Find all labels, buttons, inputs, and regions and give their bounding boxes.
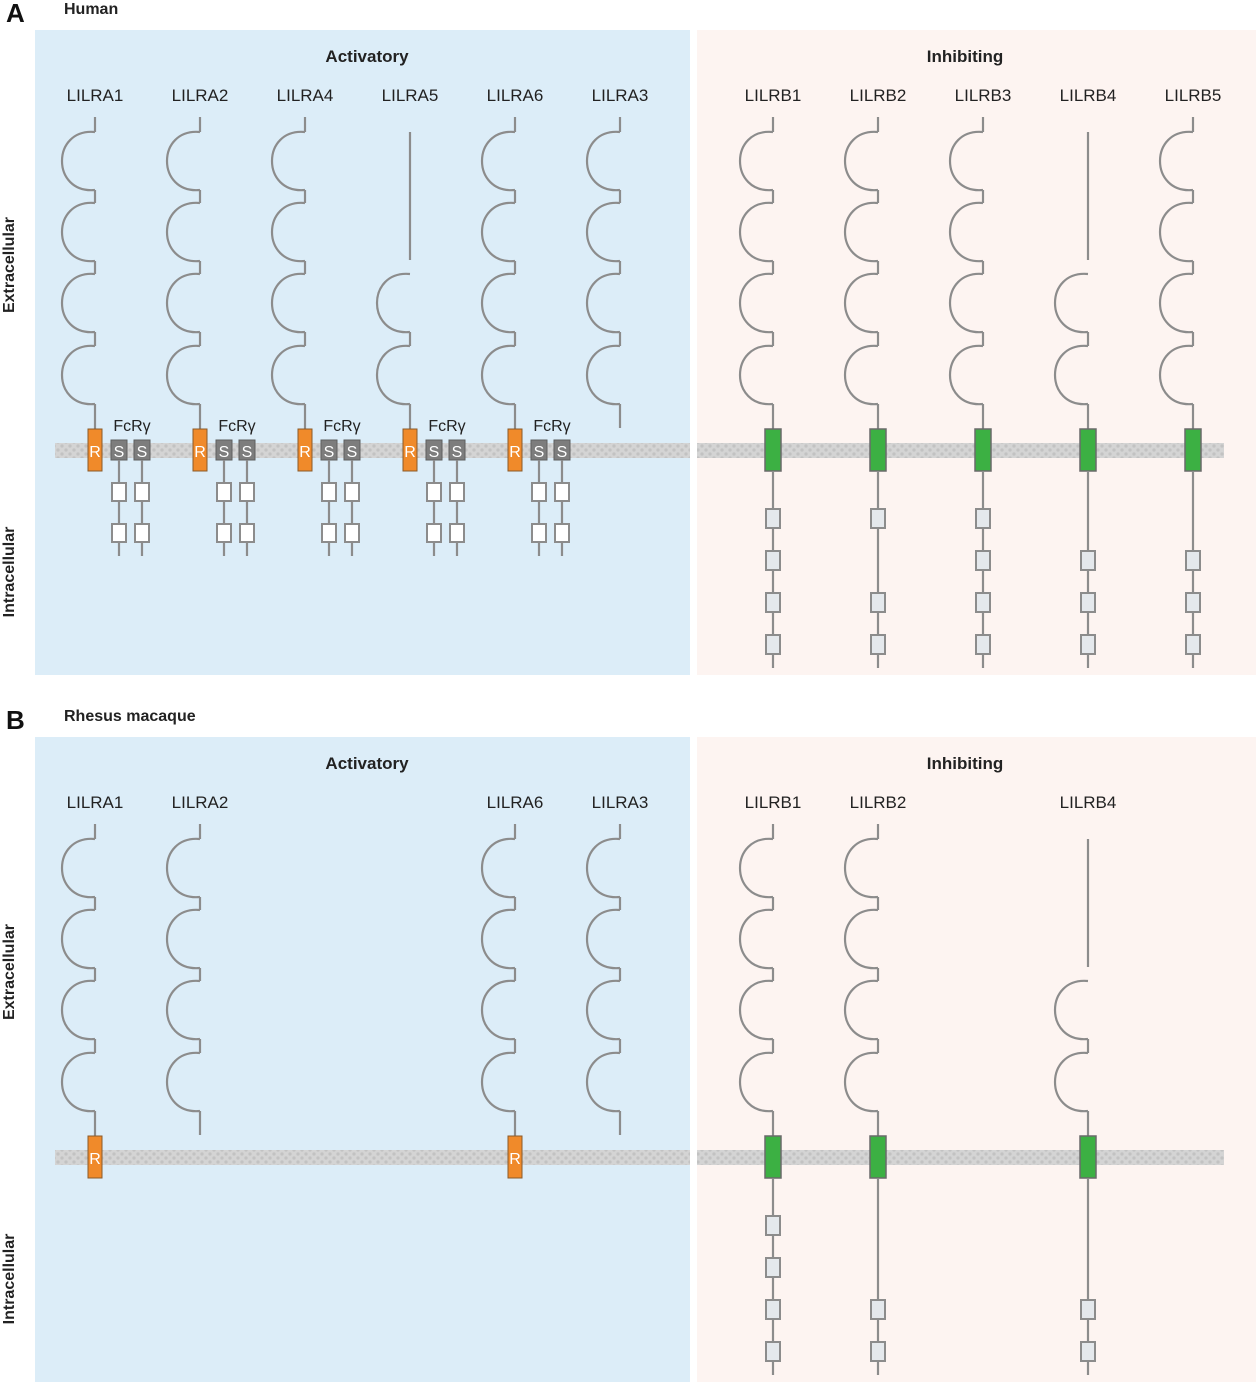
itam-motif-icon [112, 483, 126, 501]
panel-letter: A [6, 0, 25, 28]
tyrosine-motif-icon [871, 593, 885, 612]
transmembrane-box-icon [1080, 1136, 1096, 1178]
fcr-gamma-label: FcRγ [113, 418, 151, 435]
transmembrane-box-icon [1185, 429, 1201, 471]
receptor-name: LILRA2 [171, 86, 229, 105]
transmembrane-box-icon [870, 1136, 886, 1178]
fcr-gamma-label: FcRγ [428, 418, 466, 435]
receptor-name: LILRB1 [744, 86, 802, 105]
tyrosine-motif-icon [1081, 551, 1095, 570]
itam-motif-icon [135, 483, 149, 501]
activatory-heading: Activatory [325, 47, 409, 66]
r-residue-label: R [509, 1151, 521, 1168]
tyrosine-motif-icon [871, 1342, 885, 1361]
tyrosine-motif-icon [766, 551, 780, 570]
r-residue-label: R [299, 444, 311, 461]
s-residue-label: S [218, 444, 230, 461]
s-residue-label: S [451, 444, 463, 461]
itam-motif-icon [555, 524, 569, 542]
fcr-gamma-label: FcRγ [218, 418, 256, 435]
tyrosine-motif-icon [1081, 593, 1095, 612]
transmembrane-box-icon [975, 429, 991, 471]
tyrosine-motif-icon [766, 635, 780, 654]
panel-letter: B [6, 705, 25, 735]
s-residue-label: S [533, 444, 545, 461]
r-residue-label: R [89, 444, 101, 461]
tyrosine-motif-icon [1186, 551, 1200, 570]
s-residue-label: S [428, 444, 440, 461]
s-residue-label: S [241, 444, 253, 461]
species-label: Human [64, 1, 119, 18]
activatory-region [35, 30, 690, 675]
extracellular-label: Extracellular [1, 216, 18, 314]
tyrosine-motif-icon [766, 593, 780, 612]
receptor-name: LILRA3 [591, 86, 649, 105]
receptor-name: LILRA6 [486, 86, 544, 105]
transmembrane-box-icon [1080, 429, 1096, 471]
tyrosine-motif-icon [766, 1300, 780, 1319]
activatory-region [35, 737, 690, 1382]
s-residue-label: S [323, 444, 335, 461]
receptor-name: LILRB4 [1059, 793, 1117, 812]
activatory-heading: Activatory [325, 754, 409, 773]
fcr-gamma-label: FcRγ [533, 418, 571, 435]
receptor-name: LILRA6 [486, 793, 544, 812]
tyrosine-motif-icon [1081, 1342, 1095, 1361]
tyrosine-motif-icon [1186, 635, 1200, 654]
transmembrane-box-icon [765, 1136, 781, 1178]
itam-motif-icon [217, 483, 231, 501]
itam-motif-icon [532, 483, 546, 501]
tyrosine-motif-icon [976, 593, 990, 612]
tyrosine-motif-icon [871, 635, 885, 654]
receptor-name: LILRB1 [744, 793, 802, 812]
r-residue-label: R [404, 444, 416, 461]
s-residue-label: S [136, 444, 148, 461]
itam-motif-icon [112, 524, 126, 542]
transmembrane-box-icon [765, 429, 781, 471]
itam-motif-icon [322, 483, 336, 501]
itam-motif-icon [135, 524, 149, 542]
tyrosine-motif-icon [976, 509, 990, 528]
tyrosine-motif-icon [1186, 593, 1200, 612]
receptor-name: LILRA5 [381, 86, 439, 105]
lipid-bilayer-icon [55, 1150, 690, 1165]
itam-motif-icon [555, 483, 569, 501]
transmembrane-box-icon [870, 429, 886, 471]
receptor-name: LILRA2 [171, 793, 229, 812]
inhibiting-region [697, 737, 1256, 1382]
itam-motif-icon [450, 524, 464, 542]
receptor-name: LILRA1 [66, 86, 124, 105]
tyrosine-motif-icon [1081, 1300, 1095, 1319]
extracellular-label: Extracellular [1, 923, 18, 1021]
tyrosine-motif-icon [871, 1300, 885, 1319]
intracellular-label: Intracellular [1, 1233, 18, 1325]
s-residue-label: S [113, 444, 125, 461]
itam-motif-icon [450, 483, 464, 501]
receptor-name: LILRB2 [849, 793, 907, 812]
panel-a [1, 0, 1256, 675]
inhibiting-heading: Inhibiting [926, 754, 1004, 773]
tyrosine-motif-icon [766, 509, 780, 528]
s-residue-label: S [346, 444, 358, 461]
tyrosine-motif-icon [976, 551, 990, 570]
intracellular-label: Intracellular [1, 526, 18, 618]
receptor-name: LILRB3 [954, 86, 1012, 105]
receptor-name: LILRA1 [66, 793, 124, 812]
itam-motif-icon [427, 483, 441, 501]
itam-motif-icon [322, 524, 336, 542]
fcr-gamma-label: FcRγ [323, 418, 361, 435]
tyrosine-motif-icon [766, 1216, 780, 1235]
itam-motif-icon [427, 524, 441, 542]
itam-motif-icon [345, 524, 359, 542]
panel-b [1, 705, 1256, 1382]
itam-motif-icon [240, 483, 254, 501]
r-residue-label: R [509, 444, 521, 461]
itam-motif-icon [345, 483, 359, 501]
s-residue-label: S [556, 444, 568, 461]
receptor-name: LILRA3 [591, 793, 649, 812]
inhibiting-region [697, 30, 1256, 675]
itam-motif-icon [217, 524, 231, 542]
receptor-name: LILRB5 [1164, 86, 1222, 105]
tyrosine-motif-icon [766, 1342, 780, 1361]
receptor-name: LILRB4 [1059, 86, 1117, 105]
tyrosine-motif-icon [976, 635, 990, 654]
r-residue-label: R [89, 1151, 101, 1168]
itam-motif-icon [532, 524, 546, 542]
tyrosine-motif-icon [1081, 635, 1095, 654]
tyrosine-motif-icon [871, 509, 885, 528]
receptor-name: LILRA4 [276, 86, 334, 105]
r-residue-label: R [194, 444, 206, 461]
inhibiting-heading: Inhibiting [926, 47, 1004, 66]
itam-motif-icon [240, 524, 254, 542]
tyrosine-motif-icon [766, 1258, 780, 1277]
species-label: Rhesus macaque [64, 708, 196, 725]
receptor-name: LILRB2 [849, 86, 907, 105]
